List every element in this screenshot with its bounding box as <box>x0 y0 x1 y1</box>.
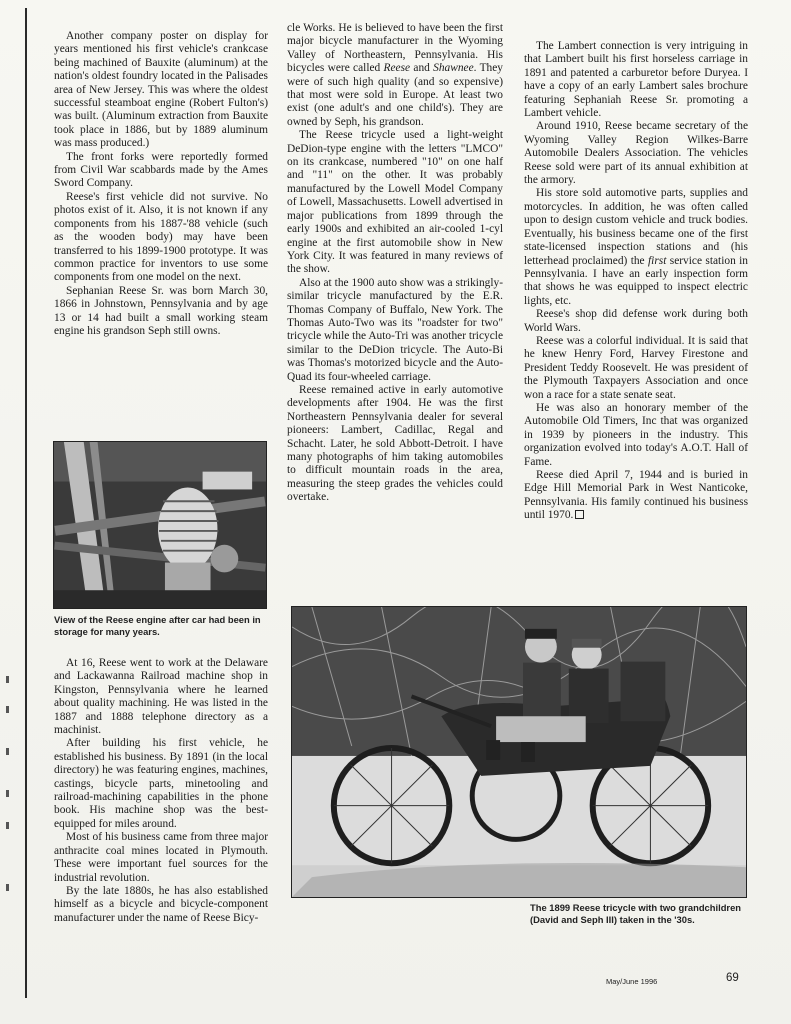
margin-mark <box>6 706 9 713</box>
tricycle-photo <box>291 606 747 898</box>
bicycle-name: Shawnee <box>433 62 474 75</box>
paragraph: Around 1910, Reese became secretary of the Wyoming Valley Region Wilkes-Barre Automobile Dealers Association. The vehicles Reese sold were part of its annual exhibition at the armory. <box>524 120 748 187</box>
column-3 <box>524 40 748 523</box>
margin-mark <box>6 676 9 683</box>
paragraph: Most of his business came from three major anthracite coal mines located in Plymouth. These were important fuel sources for the industrial revolution. <box>54 831 268 884</box>
paragraph: Reese's shop did defense work during both World Wars. <box>524 308 748 334</box>
text-run: cle Works. He is believed to have been the first major bicycle manufacturer in the Wyoming Valley of Northeastern, Pennsylvania. His bicycles were called <box>287 22 503 75</box>
margin-mark <box>6 822 9 829</box>
paragraph <box>287 22 503 129</box>
text-run: and <box>410 62 434 75</box>
paragraph: Sephanian Reese Sr. was born March 30, 1866 in Johnstown, Pennsylvania and by age 13 or 14 had built a small working steam engine his grandson Seph still owns. <box>54 284 268 337</box>
paragraph: Reese was a colorful individual. It is said that he knew Henry Ford, Harvey Firestone and President Teddy Roosevelt. He was president of the Plymouth Taxpayers Association and once won a race for a state senate seat. <box>524 334 748 401</box>
bicycle-name: Reese <box>383 62 411 75</box>
engine-photo-caption: View of the Reese engine after car had been in storage for many years. <box>54 614 261 637</box>
text-run: . They were of such high quality (and so expensive) that most were sold in Europe. At least two exist (one adult's and one child's). They are owned by Seph, his grandson. <box>287 62 503 128</box>
paragraph <box>524 187 748 308</box>
paragraph: The Lambert connection is very intriguing in that Lambert built his first horseless carriage in 1891 and patented a carburetor before Duryea. I have a copy of an early Lambert sales brochure featuring Sephaniah Reese Sr. promoting a Lambert vehicle. <box>524 40 748 120</box>
paragraph <box>524 469 748 523</box>
paragraph: The Reese tricycle used a light-weight DeDion-type engine with the letters "LMCO" on its crankcase, numbered "10" on one half and "11" on the other. It was probably manufactured by the Lowell Model Company of Lowell, Massachusetts. Lowell advertised in major publications from 1899 through the early 1900s and exhibited an air-cooled 1-cyl engine at the first automobile show in New York City. It was featured in many reviews of the show. <box>287 129 503 276</box>
paragraph: Another company poster on display for years mentioned his first vehicle's crankcase being machined of Bauxite (aluminum) at the nation's oldest foundry located in the Palisades area of New Jersey. This was where the oldest successful steamboat engine (Robert Fulton's) was built. (Aluminum extraction from Bauxite took place in 1886, but by 1889 aluminum was mass produced.) <box>54 30 268 150</box>
margin-mark <box>6 790 9 797</box>
column-1-lower <box>54 657 268 925</box>
column-1-upper <box>54 30 268 338</box>
paragraph: Reese remained active in early automotive developments after 1904. He was the first Northeastern Pennsylvania dealer for several pioneers: Lambert, Cadillac, Regal and Schacht. Later, he sold Abbott-Detroit. I have many photographs of him taking automobiles to difficult mountain roads in the area, measuring the steep grades the vehicles could overtake. <box>287 383 503 504</box>
emphasis: first <box>648 254 667 267</box>
paragraph: After building his first vehicle, he established his business. By 1891 (in the local directory) he was featuring engines, machines, castings, bicycle parts, minetooling and railroad-machining capabilities in the phone book. His machine shop was the best-equipped for miles around. <box>54 737 268 830</box>
paragraph: Also at the 1900 auto show was a strikingly-similar tricycle manufactured by the E.R. Thomas Company of Buffalo, New York. The Thomas Auto-Two was its "roadster for two" tricycle while the Auto-Tri was another tricycle similar to the DeDion tricycle. The Auto-Bi was Thomas's motorized bicycle and the Auto-Quad its four-wheeled carriage. <box>287 276 503 383</box>
tricycle-photo-caption: The 1899 Reese tricycle with two grandchildren (David and Seph III) taken in the '30s. <box>530 902 742 925</box>
paragraph: At 16, Reese went to work at the Delaware and Lackawanna Railroad machine shop in Kingston, Pennsylvania where he learned about quality machining. He was listed in the 1887 and 1888 telephone directory as a machinist. <box>54 657 268 737</box>
page-number: 69 <box>726 972 739 984</box>
paragraph: The front forks were reportedly formed from Civil War scabbards made by the Ames Sword Company. <box>54 150 268 190</box>
end-of-article-mark <box>575 510 584 519</box>
paragraph: He was also an honorary member of the Automobile Old Timers, Inc that was organized in 1939 by pioneers in the industry. This organization evolved into today's A.O.T. Hall of Fame. <box>524 401 748 468</box>
paragraph: By the late 1880s, he has also established himself as a bicycle and bicycle-component manufacturer under the name of Reese Bicy- <box>54 884 268 924</box>
margin-mark <box>6 748 9 755</box>
text-run: His store sold automotive parts, supplies and motorcycles. In addition, he was often called upon to design custom vehicle and truck bodies. Eventually, his business became one of the first state-licensed inspection stations and (his letterhead proclaimed) the <box>524 187 748 267</box>
paragraph: Reese's first vehicle did not survive. No photos exist of it. Also, it is not known if any components from his 1887-'88 vehicle (such as the wooden body) may have been transferred to his 1899-1900 prototype. It was common practice for inventors to use some components from one model on the next. <box>54 190 268 284</box>
issue-date: May/June 1996 <box>606 977 658 986</box>
engine-photo <box>53 441 267 609</box>
column-2 <box>287 22 503 505</box>
margin-rule <box>25 8 27 998</box>
margin-mark <box>6 884 9 891</box>
text-run: service station in Pennsylvania. I have an early inspection form that shows he was equipped to inspect electric lights, etc. <box>524 254 749 307</box>
text-run: Reese died April 7, 1944 and is buried in Edge Hill Memorial Park in West Nanticoke, Pennsylvania. His family continued his business until 1970. <box>524 469 748 522</box>
